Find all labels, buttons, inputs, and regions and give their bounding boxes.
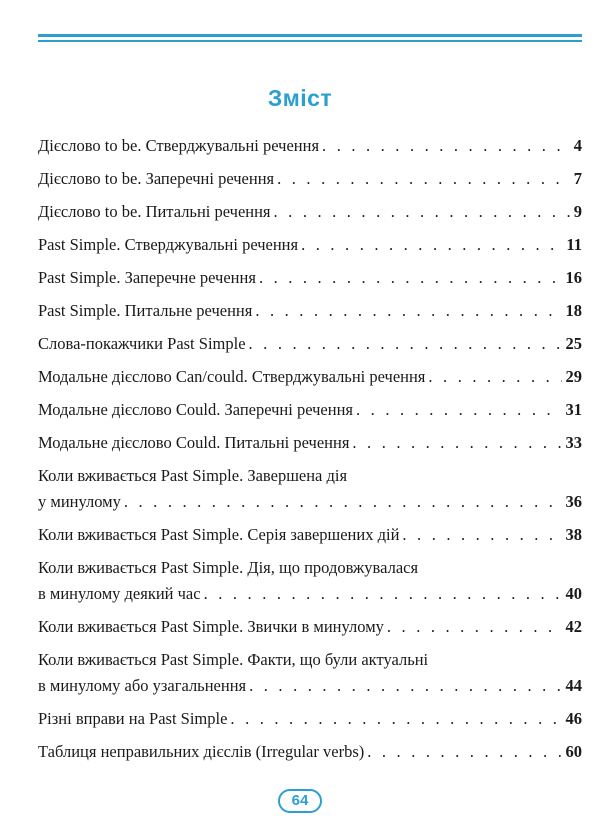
table-of-contents xyxy=(38,136,582,775)
top-rule xyxy=(38,34,582,37)
toc-entry[interactable] xyxy=(38,202,582,221)
toc-entry[interactable] xyxy=(38,709,582,728)
toc-dot-leader xyxy=(428,367,561,386)
toc-entry-title: Past Simple. Питальне речення xyxy=(38,301,253,320)
toc-entry[interactable] xyxy=(38,136,582,155)
toc-entry-title: Дієслово to be. Питальні речення xyxy=(38,202,271,221)
toc-entry-page: 60 xyxy=(565,742,582,761)
toc-dot-leader xyxy=(274,202,570,221)
toc-entry[interactable] xyxy=(38,433,582,452)
toc-entry-title: Слова-покажчики Past Simple xyxy=(38,334,246,353)
toc-entry-page: 7 xyxy=(573,169,582,188)
page-number-badge: 64 xyxy=(278,789,322,813)
toc-dot-leader xyxy=(277,169,570,188)
toc-entry-title-line2: в минулому деякий час xyxy=(38,584,201,603)
toc-entry-title-line2: в минулому або узагальнення xyxy=(38,676,247,695)
toc-entry[interactable] xyxy=(38,400,582,419)
toc-entry-page: 25 xyxy=(565,334,582,353)
toc-entry-page: 31 xyxy=(565,400,582,419)
page-title: Зміст xyxy=(267,85,333,111)
toc-entry[interactable] xyxy=(38,525,582,544)
toc-entry-title-line1: Коли вживається Past Simple. Дія, що продовжувалася xyxy=(38,558,419,577)
toc-dot-leader xyxy=(301,235,562,254)
toc-entry-title-line2: у минулому xyxy=(38,492,121,511)
page-number xyxy=(0,789,600,813)
toc-entry[interactable] xyxy=(38,617,582,636)
toc-dot-leader xyxy=(230,709,561,728)
toc-entry-page: 11 xyxy=(566,235,582,254)
toc-dot-leader xyxy=(204,584,562,603)
toc-entry[interactable] xyxy=(38,268,582,287)
toc-entry-page: 40 xyxy=(565,584,582,603)
toc-entry-title: Past Simple. Заперечне речення xyxy=(38,268,256,287)
toc-dot-leader xyxy=(249,334,562,353)
toc-entry-title: Модальне дієслово Could. Питальні речення xyxy=(38,433,350,452)
toc-entry-multiline[interactable] xyxy=(38,558,582,603)
toc-entry[interactable] xyxy=(38,367,582,386)
toc-entry[interactable] xyxy=(38,169,582,188)
toc-entry-title: Past Simple. Стверджувальні речення xyxy=(38,235,299,254)
toc-entry-title: Дієслово to be. Заперечні речення xyxy=(38,169,275,188)
toc-entry[interactable] xyxy=(38,742,582,761)
toc-entry-page: 42 xyxy=(565,617,582,636)
toc-entry-page: 44 xyxy=(565,676,582,695)
toc-entry-page: 4 xyxy=(573,136,582,155)
toc-entry[interactable] xyxy=(38,235,582,254)
toc-entry-page: 36 xyxy=(565,492,582,511)
toc-entry-title-line1: Коли вживається Past Simple. Факти, що були актуальні xyxy=(38,650,429,669)
toc-entry-page: 29 xyxy=(565,367,582,386)
toc-dot-leader xyxy=(367,742,561,761)
toc-dot-leader xyxy=(387,617,562,636)
toc-dot-leader xyxy=(255,301,561,320)
toc-dot-leader xyxy=(402,525,561,544)
toc-entry-title: Модальне дієслово Could. Заперечні речення xyxy=(38,400,354,419)
toc-entry-title: Коли вживається Past Simple. Серія завершених дій xyxy=(38,525,400,544)
toc-dot-leader xyxy=(249,676,561,695)
toc-entry-page: 33 xyxy=(565,433,582,452)
toc-dot-leader xyxy=(322,136,570,155)
toc-entry-title: Різні вправи на Past Simple xyxy=(38,709,228,728)
toc-entry-title: Модальне дієслово Can/could. Стверджувальні речення xyxy=(38,367,426,386)
toc-entry-title: Дієслово to be. Стверджувальні речення xyxy=(38,136,320,155)
toc-entry-title: Коли вживається Past Simple. Звички в минулому xyxy=(38,617,384,636)
top-rule-thin xyxy=(38,40,582,42)
toc-entry-page: 18 xyxy=(565,301,582,320)
toc-entry-page: 46 xyxy=(565,709,582,728)
toc-entry-multiline[interactable] xyxy=(38,650,582,695)
toc-entry[interactable] xyxy=(38,301,582,320)
toc-entry[interactable] xyxy=(38,334,582,353)
toc-entry-multiline[interactable] xyxy=(38,466,582,511)
toc-entry-page: 9 xyxy=(573,202,582,221)
toc-entry-title: Таблиця неправильних дієслів (Irregular verbs) xyxy=(38,742,365,761)
toc-entry-page: 38 xyxy=(565,525,582,544)
toc-dot-leader xyxy=(124,492,562,511)
toc-dot-leader xyxy=(352,433,561,452)
toc-entry-title-line1: Коли вживається Past Simple. Завершена дія xyxy=(38,466,348,485)
toc-dot-leader xyxy=(259,268,562,287)
toc-entry-page: 16 xyxy=(565,268,582,287)
toc-dot-leader xyxy=(356,400,561,419)
